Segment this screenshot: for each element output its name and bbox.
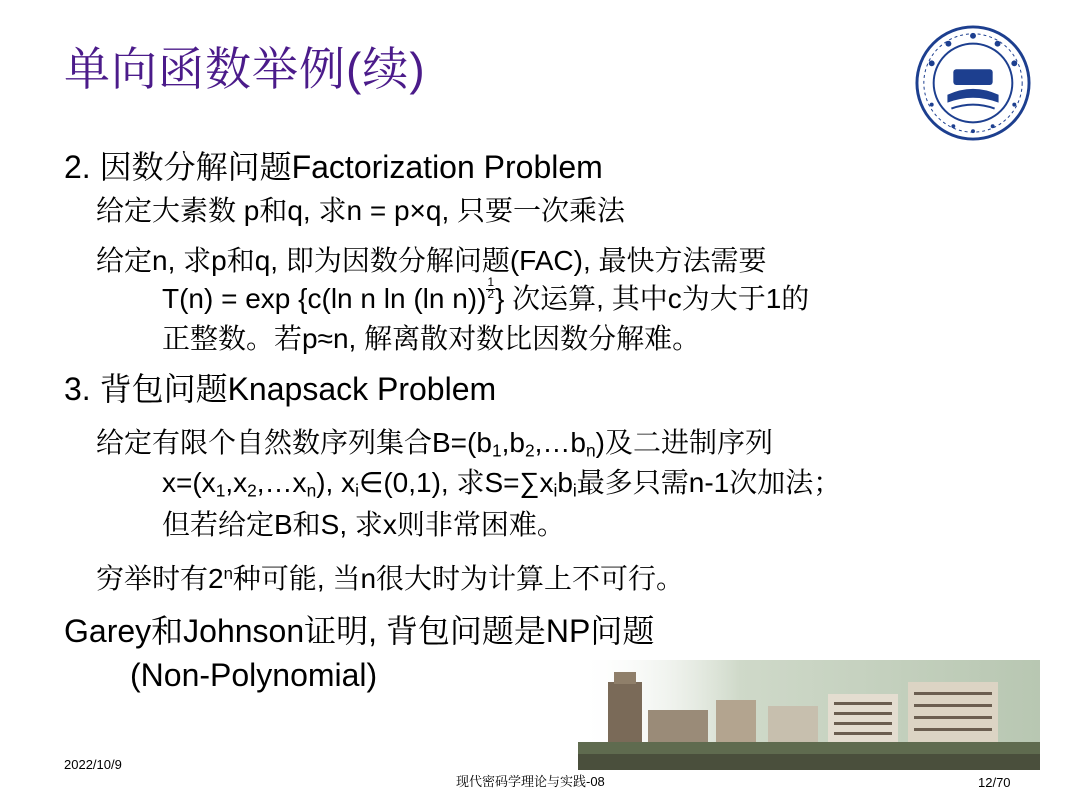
university-logo bbox=[914, 24, 1032, 142]
section2-line2: 给定n, 求p和q, 即为因数分解问题(FAC), 最快方法需要 bbox=[96, 245, 767, 276]
section3-line2: $x=(x_1,x_2,\dots x_n)$, $x_i\in(0,1)$, 求$S=\sum x_ib_i$最多只需n-1次加法； bbox=[162, 467, 842, 501]
fraction-one-half: $\frac{1}{2}$ bbox=[487, 276, 494, 301]
section2-line1: 给定大素数 p和q, 求n = p×q, 只要一次乘法 bbox=[96, 195, 626, 226]
complexity-formula-b: } 次运算, 其中c为大于1的 bbox=[495, 283, 810, 315]
footer-course: 现代密码学理论与实践-08 bbox=[456, 774, 605, 789]
section3-line3: 但若给定B和S, 求x则非常困难。 bbox=[162, 509, 565, 540]
complexity-formula-a: T(n) = exp {c(ln n ln (ln n)) bbox=[162, 283, 487, 315]
section2-line3 bbox=[162, 278, 809, 316]
garey-line1: Garey和Johnson证明, 背包问题是NP问题 bbox=[64, 613, 655, 649]
section2-line4: 正整数。若p≈n, 解离散对数比因数分解难。 bbox=[162, 323, 701, 354]
campus-photo bbox=[578, 660, 1040, 770]
section3-line4: 穷举时有2$^n$种可能, 当n很大时为计算上不可行。 bbox=[96, 563, 685, 594]
footer-page-number: 12/70 bbox=[978, 775, 1011, 790]
slide-title: 单向函数举例(续) bbox=[64, 43, 426, 95]
section3-line1: 给定有限个自然数序列集合$B=(b_1,b_2,\dots b_n)$及二进制序列 bbox=[96, 427, 773, 461]
garey-line2: (Non-Polynomial) bbox=[130, 657, 378, 693]
section3-heading: 3. 背包问题Knapsack Problem bbox=[64, 371, 497, 407]
section2-heading: 2. 因数分解问题Factorization Problem bbox=[64, 149, 603, 185]
footer-date: 2022/10/9 bbox=[64, 757, 122, 772]
